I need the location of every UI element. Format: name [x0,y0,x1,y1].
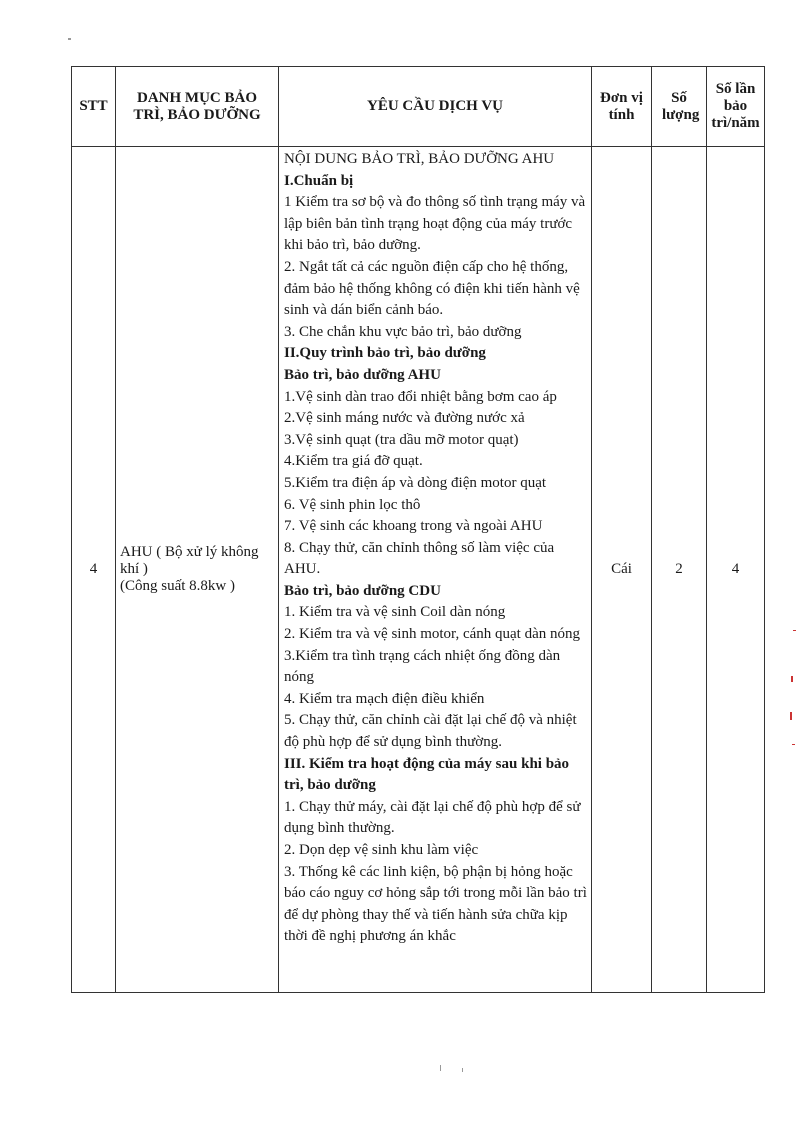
service-requirements [279,147,592,993]
row-times-per-year: 4 [707,147,765,993]
service-line: 1. Kiểm tra và vệ sinh Coil dàn nóng [284,604,506,621]
service-line: 4. Kiểm tra mạch điện điều khiển [284,690,485,707]
header-quantity: Số lượng [652,67,707,147]
header-category: DANH MỤC BẢO TRÌ, BẢO DƯỠNG [116,67,279,147]
scan-speck [793,630,796,631]
service-line: 2. Kiểm tra và vệ sinh motor, cánh quạt dàn nóng [284,626,580,643]
service-line: 3. Thống kê các linh kiện, bộ phận bị hỏng hoặc báo cáo nguy cơ hỏng sắp tới trong mỗi lần bảo trì để dự phòng thay thế và tiến hành sửa chữa kịp thời đề nghị phương án khắc [284,863,587,945]
header-stt: STT [72,67,116,147]
service-line: 1.Vệ sinh dàn trao đổi nhiệt bằng bơm cao áp [284,388,557,405]
scan-speck [440,1065,441,1071]
category-name: AHU ( Bộ xử lý không khí ) [120,544,259,577]
scan-speck [790,712,792,720]
service-line: 1. Chạy thử máy, cài đặt lại chế độ phù hợp để sử dụng bình thường. [284,798,581,837]
scan-speck [792,744,795,745]
service-line: 5. Chạy thử, căn chỉnh cài đặt lại chế độ và nhiệt độ phù hợp để sử dụng bình thường. [284,712,577,751]
header-row [72,67,765,147]
row-category [116,147,279,993]
service-line: 4.Kiểm tra giá đỡ quạt. [284,453,423,470]
service-line: 8. Chạy thử, căn chỉnh thông số làm việc của AHU. [284,539,555,578]
service-line: 5.Kiểm tra điện áp và dòng điện motor quạt [284,474,547,491]
header-service: YÊU CẦU DỊCH VỤ [279,67,592,147]
service-line: 2. Ngắt tất cả các nguồn điện cấp cho hệ thống, đảm bảo hệ thống không có điện khi tiến hành vệ sinh và dán biển cảnh báo. [284,258,580,319]
service-line: NỘI DUNG BẢO TRÌ, BẢO DƯỠNG AHU [284,151,555,167]
service-line: Bảo trì, bảo dưỡng CDU [284,582,441,599]
service-line: II.Quy trình bảo trì, bảo dưỡng [284,345,486,362]
row-unit: Cái [592,147,652,993]
scan-speck [68,38,71,40]
scan-speck [791,676,793,682]
maintenance-table [71,66,765,993]
service-line: Bảo trì, bảo dưỡng AHU [284,366,441,383]
service-line: 7. Vệ sinh các khoang trong và ngoài AHU [284,518,543,535]
scan-speck [462,1068,463,1072]
service-line: 1 Kiểm tra sơ bộ và đo thông số tình trạng máy và lập biên bản tình trạng hoạt động của máy trước khi bảo trì, bảo dưỡng. [284,194,586,254]
service-line: I.Chuẩn bị [284,172,354,189]
service-line: III. Kiểm tra hoạt động của máy sau khi bảo trì, bảo dưỡng [284,755,570,794]
service-line: 3. Che chắn khu vực bảo trì, bảo dưỡng [284,323,522,340]
header-times-per-year: Số lần bảo trì/năm [707,67,765,147]
header-unit: Đơn vị tính [592,67,652,147]
service-line: 3.Vệ sinh quạt (tra dầu mỡ motor quạt) [284,431,519,448]
service-line: 2. Dọn dẹp vệ sinh khu làm việc [284,842,479,858]
row-quantity: 2 [652,147,707,993]
row-stt: 4 [72,147,116,993]
service-line: 3.Kiểm tra tình trạng cách nhiệt ống đồng dàn nóng [284,647,561,686]
table-row [72,147,765,993]
service-line: 6. Vệ sinh phin lọc thô [284,496,421,513]
category-capacity: (Công suất 8.8kw ) [120,578,235,594]
service-line: 2.Vệ sinh máng nước và đường nước xả [284,410,525,427]
